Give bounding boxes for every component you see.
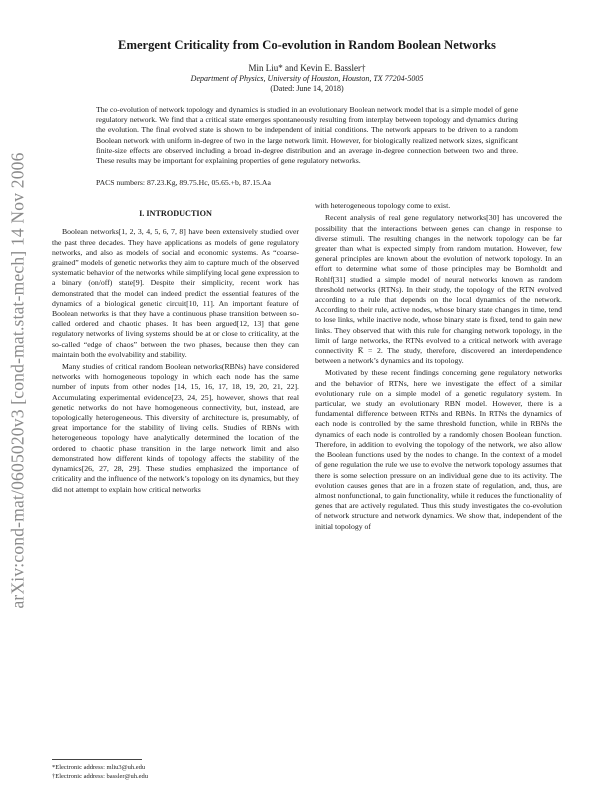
paper-title: Emergent Criticality from Co-evolution in Random Boolean Networks [118, 38, 496, 52]
authors: Min Liu* and Kevin E. Bassler† [248, 63, 366, 73]
paragraph: Motivated by these recent findings concerning gene regulatory networks and the behavior of RTNs, here we investigate the effect of a similar evolutionary rule on a simple model of a genetic regulatory system. In particular, we study an evolutionary RBN model. However, there is a fundamental difference between RTNs and RBNs. In RTNs the dynamics of each node is controlled by the same threshold function, while in RBNs the dynamics of each node is controlled by a randomly chosen Boolean function. Therefore, in addition to evolving the topology of the network, we also allow the Boolean functions used by the nodes to change. In the context of a model of gene regulation the rule we use to evolve the network topology assumes that there is some selection pressure on an individual gene due to its activity. The evolution causes genes that are in a frozen state of regulation, and, thus, are almost nonfunctional, to gain functionality, while it reduces the functionality of genes that are actively regulated. Thus this study investigates the co-evolution of network structure and network dynamics. We show that, independent of the initial topology of [315, 368, 562, 531]
paragraph: Recent analysis of real gene regulatory networks[30] has uncovered the possibility that the interactions between genes can change in response to diverse stimuli. The resulting changes in the network topology can be far greater than what is expected simply from random mutation. However, few general principles are known about the evolution of network topology. In an effort to determine what some of those principles may be Bornholdt and Rohlf[31] studied a simple model of neural networks known as random threshold networks (RTNs). In their study, the topology of the RTN evolved according to a rule that depends on the local dynamics of the network. According to their rule, active nodes, whose binary state changes in time, tend to lose links, while inactive node, whose binary state is fixed, tend to gain new links. They observed that with this rule for changing network topology, in the limit of large networks, the RTNs evolved to a critical network with average connectivity K̅ = 2. The study, therefore, discovered an interdependence between a network’s dynamics and its topology. [315, 213, 562, 366]
date: (Dated: June 14, 2018) [270, 84, 344, 93]
paragraph: with heterogeneous topology come to exist. [315, 201, 451, 211]
abstract: The co-evolution of network topology and dynamics is studied in an evolutionary Boolean network model that is a simple model of gene regulatory network. We find that a critical state emerges spontaneously resulting from interplay between topology and dynamics during the evolution. The final evolved state is shown to be independent of initial conditions. The network appears to be driven to a random Boolean network with uniform in-degree of two in the large network limit. However, for biologically realized network sizes, significant finite-size effects are observed including a broad in-degree distribution and an average in-degree connection between two and three. These results may be important for explaining properties of gene regulatory networks. [96, 105, 518, 166]
footnote: *Electronic address: mliu3@uh.edu [52, 764, 146, 772]
section-heading: I. INTRODUCTION [139, 209, 212, 219]
paragraph: Boolean networks[1, 2, 3, 4, 5, 6, 7, 8] have been extensively studied over the past three decades. They have applications as models of gene regulatory networks, and also as models of social and economic systems. As “coarse-grained” models of genetic networks they aim to capture much of the observed systematic behavior of the networks while simplifying local gene expression to a binary (on/off) state[9]. Despite their simplicity, recent work has demonstrated that the model can indeed predict the essential features of the dynamics of a biological genetic circuit[10, 11]. An important feature of Boolean networks is that they have a continuous phase transition between so-called ordered and chaotic phases. It has been argued[12, 13] that gene regulatory networks of living systems should be at or close to criticality, at the so-called “edge of chaos” between the two phases, because then they can maintain both the evolvability and stability. [52, 227, 299, 359]
affiliation: Department of Physics, University of Houston, Houston, TX 77204-5005 [190, 74, 424, 83]
paragraph: Many studies of critical random Boolean networks(RBNs) have considered networks with homogeneous topology in which each node has the same number of inputs from other nodes [14, 15, 16, 17, 18, 19, 20, 21, 22]. Accumulating experimental evidence[23, 24, 25], however, shows that real genetic networks do not have homogeneous connectivity, but, instead, are topologically heterogeneous. This diversity of architecture is, presumably, of great importance for the stability of living cells. Studies of RBNs with heterogeneous topology have analytically determined the location of the ordered to chaotic phase transition in the large network limit and also demonstrated how different kinds of topology affects the stability of the dynamics[26, 27, 28, 29]. These studies emphasized the importance of criticality and the influence of the network’s topology on its dynamics, but they did not attempt to explain how critical networks [52, 362, 299, 494]
footnote-rule [52, 759, 142, 760]
footnotes [52, 759, 299, 801]
footnote: †Electronic address: bassler@uh.edu [52, 773, 149, 781]
right-column [315, 201, 562, 801]
left-column [52, 201, 299, 801]
paper-page [52, 38, 562, 801]
arxiv-stamp-text: arXiv:cond-mat/0605020v3 [cond-mat.stat-mech] 14 Nov 2006 [7, 151, 28, 609]
pacs-numbers: PACS numbers: 87.23.Kg, 89.75.Hc, 05.65.+b, 87.15.Aa [96, 178, 271, 188]
body-columns [52, 201, 562, 801]
arxiv-stamp [4, 120, 32, 640]
